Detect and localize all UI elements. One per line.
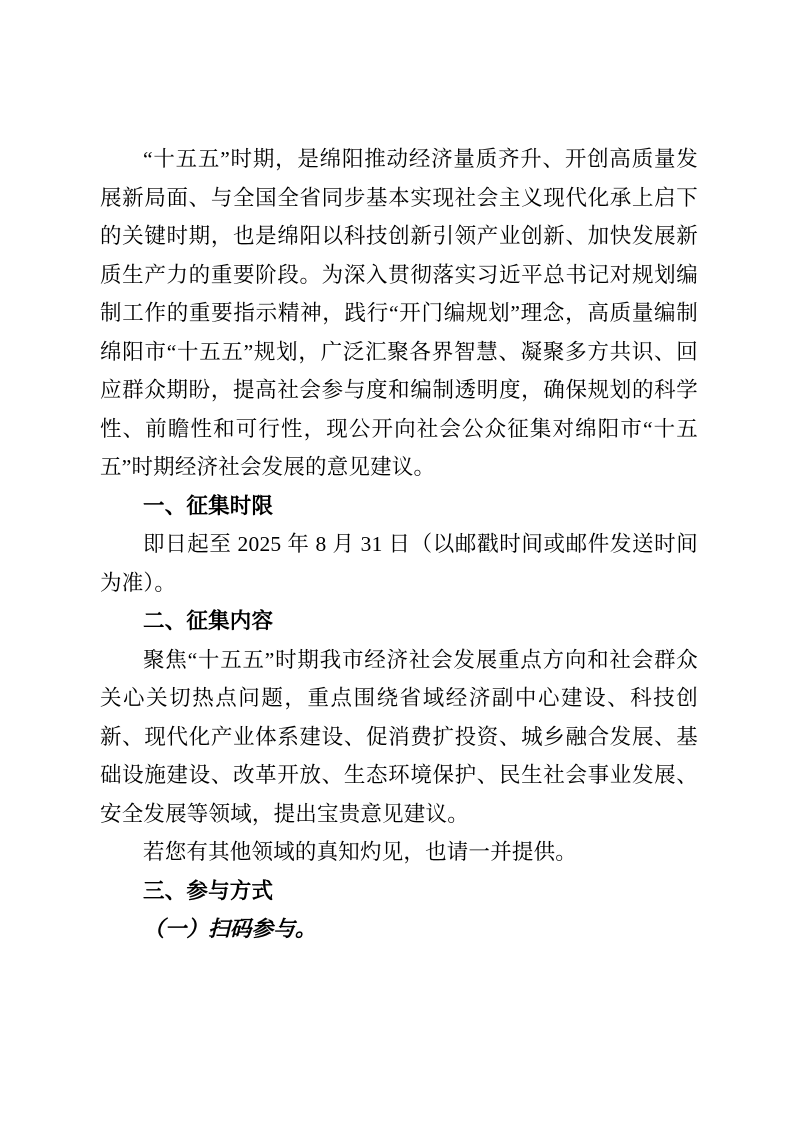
document-body [100, 140, 698, 949]
paragraph-intro: “十五五”时期，是绵阳推动经济量质齐升、开创高质量发展新局面、与全国全省同步基本实现社会主义现代化承上启下的关键时期，也是绵阳以科技创新引领产业创新、加快发展新质生产力的重要阶段。为深入贯彻落实习近平总书记对规划编制工作的重要指示精神，践行“开门编规划”理念，高质量编制绵阳市“十五五”规划，广泛汇聚各界智慧、凝聚多方共识、回应群众期盼，提高社会参与度和编制透明度，确保规划的科学性、前瞻性和可行性，现公开向社会公众征集对绵阳市“十五五”时期经济社会发展的意见建议。 [100, 147, 698, 479]
paragraph-content-scope: 聚焦“十五五”时期我市经济社会发展重点方向和社会群众关心关切热点问题，重点围绕省域经济副中心建设、科技创新、现代化产业体系建设、促消费扩投资、城乡融合发展、基础设施建设、改革开放、生态环境保护、民生社会事业发展、安全发展等领域，提出宝贵意见建议。 [100, 647, 698, 826]
heading-section-3-participation: 三、参与方式 [143, 878, 274, 903]
heading-section-1-deadline: 一、征集时限 [143, 493, 274, 518]
paragraph-deadline: 即日起至 2025 年 8 月 31 日（以邮戳时间或邮件发送时间为准）。 [100, 532, 698, 595]
subheading-scan-code-participation: （一）扫码参与。 [143, 917, 317, 941]
heading-section-2-content: 二、征集内容 [143, 609, 274, 633]
paragraph-other-fields: 若您有其他领域的真知灼见，也请一并提供。 [143, 840, 578, 864]
